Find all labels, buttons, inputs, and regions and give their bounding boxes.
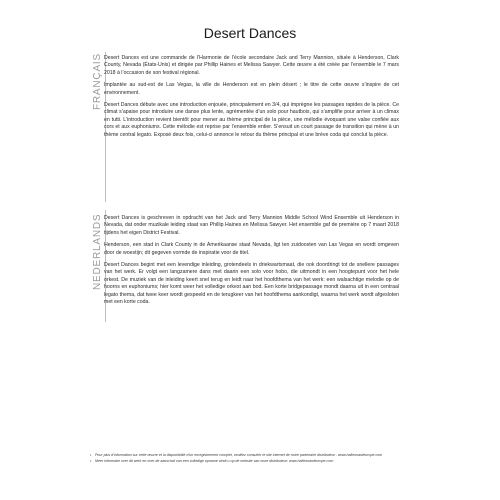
footer-notes [90, 453, 410, 464]
paragraph-fr-3: Desert Dances débute avec une introduction enjouée, principalement en 3/4, qui imprègne les passages rapides de la pièce. Ce climat s’apaise pour introduire une danse plus lente, agrémentée d’un solo pour hautbois, qui s’amplifie pour arriver à un climax en tutti. L’introduction revient bientôt pour mener au thème principal de la pièce, une mélodie évoquant une valse confiée aux cors et aux euphoniums. Cette mélodie est reprise par l’ensemble entier. S’ensuit un court passage de transition qui mène à un thème central legato. Exposé deux fois, celui-ci annonce le retour du thème principal et une brève coda qui conclut la pièce. [104, 102, 399, 138]
section-label-francais: FRANÇAIS [92, 53, 103, 110]
paragraph-fr-1: Desert Dances est une commande de l’Harmonie de l’école secondaire Jack and Terry Mannion, située à Henderson, Clark County, Nevada (États-Unis) et dirigée par Phillip Haines et Melissa Sawyer. Cette œuvre a été créée par l’ensemble le 7 mars 2018 à l’occasion de son festival régional. [104, 55, 399, 76]
section-nederlands [104, 215, 399, 311]
paragraph-nl-2: Henderson, een stad in Clark County in de Amerikaanse staat Nevada, ligt ten zuidoosten van Las Vegas en wordt omgeven door de woestijn; dit gegeven vormde de inspiratie voor de titel. [104, 242, 399, 256]
paragraph-fr-2: Implantée au sud-est de Las Vegas, la ville de Henderson est en plein désert ; le titre de cette œuvre s’inspire de cet environnement. [104, 82, 399, 96]
page-title: Desert Dances [203, 25, 297, 41]
paragraph-nl-3: Desert Dances begint met een levendige inleiding, grotendeels in driekwartsmaat, die ook doordringt tot de snellere passages van het werk. Er volgt een langzamere dans met daarin een solo voor hobo, die uitmondt in een hoogtepunt voor het hele orkest. De muziek van de inleiding keert snel terug en leidt naar het hoofdthema van het werk: een walsachtige melodie op de hoorns en euphoniums; hier komt weer het volledige orkest aan bod. Een korte bridgepassage mondt daarna uit in een centraal legato thema, dat twee keer wordt gespeeld en de terugkeer van het hoofdthema aankondigt, waarna het werk wordt afgesloten met een korte coda. [104, 262, 399, 306]
footer-note-fr: • Pour plus d’information sur cette œuvre et la disponibilité d’un enregistrement complet, veuillez consulter le site internet de notre partenaire distributeur : www.halleonardeurope.com [90, 453, 410, 458]
paragraph-nl-1: Desert Dances is geschreven in opdracht van het Jack and Terry Mannion Middle School Wind Ensemble uit Henderson in Nevada, dat onder muzikale leiding staat van Phillip Haines en Melissa Sawyer. Het ensemble gaf de première op 7 maart 2018 tijdens het eigen District Festival. [104, 215, 399, 236]
footer-note-nl: • Meer informatie over dit werk en over de aanschaf van een volledige opname vindt u op de website van onze distributeur: www.halleonardeurope.com [90, 459, 410, 464]
section-label-nederlands: NEDERLANDS [92, 213, 103, 290]
section-francais [104, 55, 399, 144]
